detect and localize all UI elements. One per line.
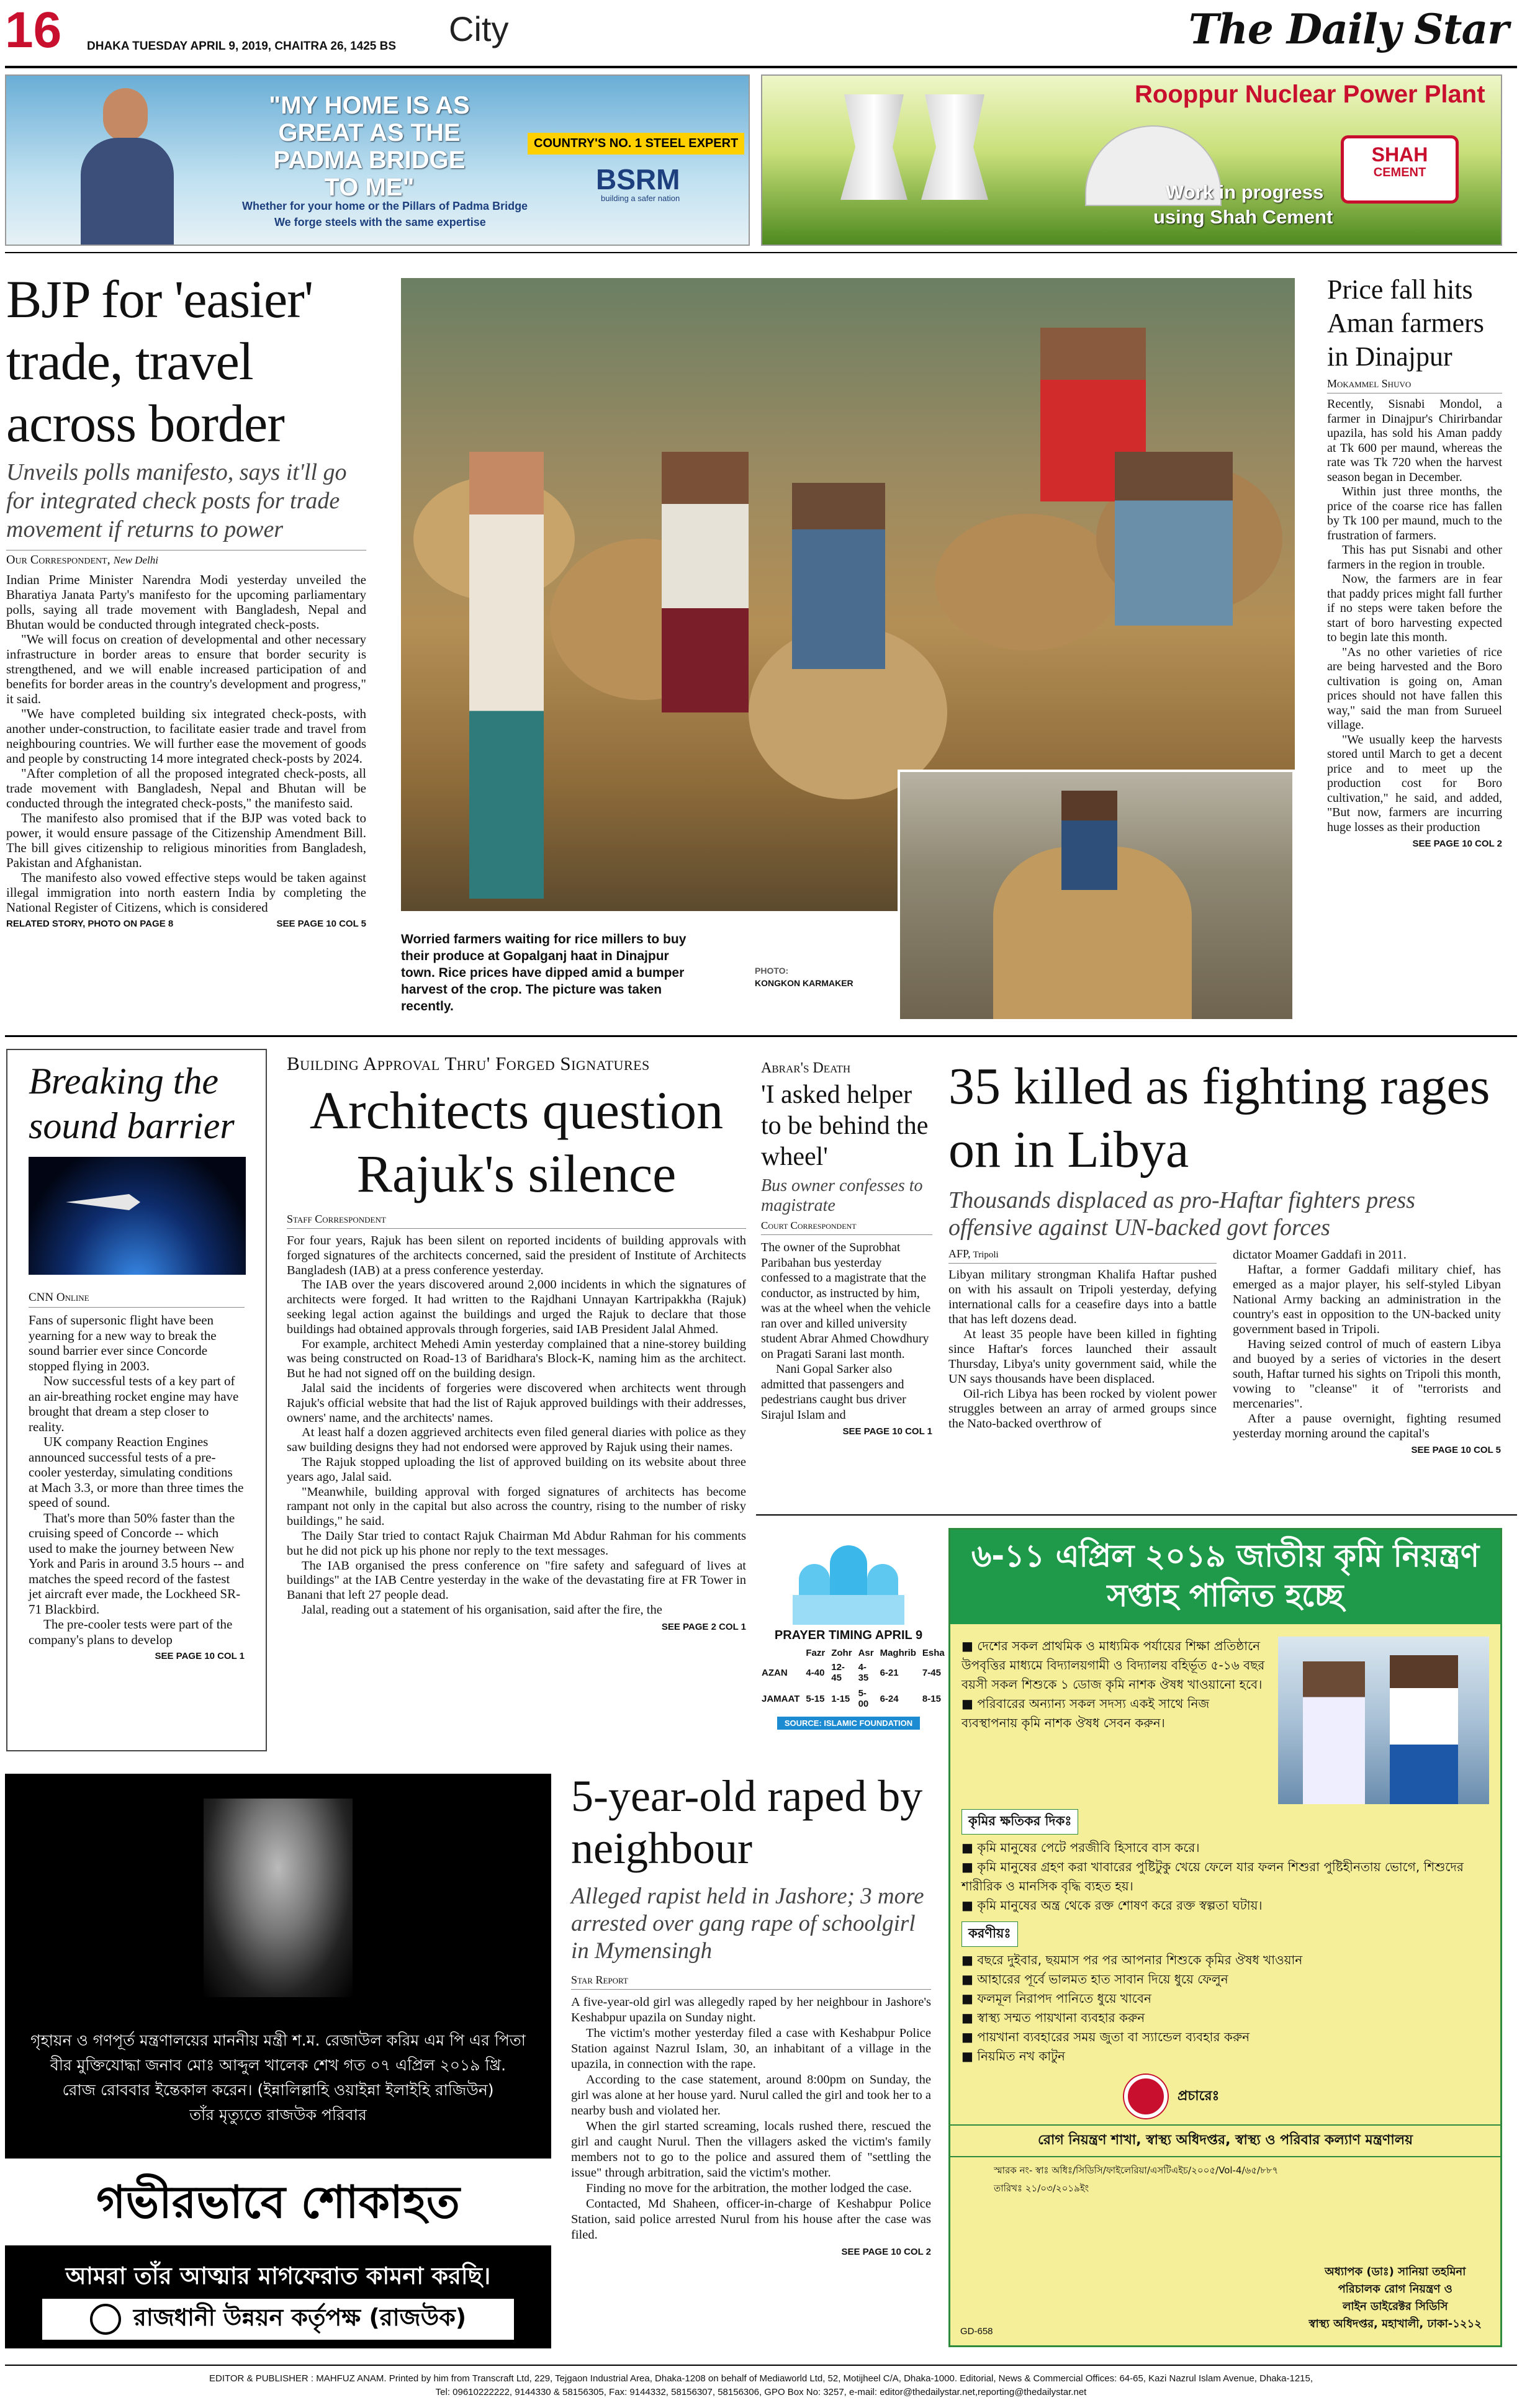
prayer-header: Asr (858, 1648, 874, 1658)
ad-shah-cement (761, 74, 1502, 246)
abrar-kicker: Abrar's Death (761, 1060, 851, 1076)
obit-big-text: গভীরভাবে শোকাহত (96, 2176, 460, 2228)
prayer-cell: 4-40 (806, 1667, 825, 1678)
cooling-tower-1 (837, 94, 911, 200)
obit-prayer: আমরা তাঁর আত্মার মাগফেরাত কামনা করছি। (65, 2262, 491, 2289)
worm-bullet (961, 1637, 1266, 1694)
raped-para: The victim's mother yesterday filed a case with Keshabpur Police Station against Nazrul Islam, 30, an inhabitant of a village in the upazila, in connection with the rape. (571, 2026, 931, 2071)
rajuk-para: For four years, Rajuk has been silent on reported incidents of building approvals with forged signatures of the architects concerned, said the president of Institute of Architects Bangladesh (IAB) at a press conference yesterday. (287, 1234, 746, 1277)
raped-byline: Star Report (571, 1974, 931, 1990)
sonic-byline: CNN Online (29, 1291, 245, 1308)
rice-sack (935, 514, 1121, 650)
masthead (5, 2, 1517, 67)
obit-line-2: বীর মুক্তিযোদ্ধা জনাব মোঃ আব্দুল খালেক শেখ গত ০৭ এপ্রিল ২০১৯ খ্রি. (50, 2056, 507, 2074)
abrar-continued-link[interactable]: SEE PAGE 10 COL 1 (842, 1426, 932, 1437)
raped-continued-link[interactable]: SEE PAGE 10 COL 2 (841, 2247, 931, 2257)
ad-shah-tagline-1: Work in progress (1166, 181, 1324, 203)
prayer-cell: 1-15 (831, 1693, 850, 1704)
ad-bsrm-headline: "MY HOME IS AS GREAT AS THE PADMA BRIDGE TO ME" (269, 92, 470, 201)
prayer-cell: 12-45 (831, 1662, 845, 1683)
worm-harm-title: কৃমির ক্ষতিকর দিকঃ (961, 1809, 1078, 1835)
ad-shah-logo-line-2: CEMENT (1373, 166, 1426, 179)
raped-para: According to the case statement, around 8:00pm on Sunday, the girl was alone at her house yard. Nurul called the girl and took her to a nearby bush and violated her. (571, 2073, 931, 2118)
aman-para: "As no other varieties of rice are being harvested and the Boro cultivation is going on, Aman prices should not have fallen this way," said the man from Surueel village. (1327, 645, 1502, 732)
rajuk-para: The Rajuk stopped uploading the list of approved building on its website about three years ago, Jalal said. (287, 1455, 746, 1484)
libya-deck: Thousands displaced as pro-Haftar fighters press offensive against UN-backed govt forces (948, 1187, 1415, 1241)
abrar-byline: Court Correspondent (761, 1220, 932, 1235)
farmer-figure (1115, 452, 1233, 626)
ad-shah-headline: Rooppur Nuclear Power Plant (1135, 81, 1485, 108)
page-number: 16 (5, 2, 62, 58)
prayer-header: Fazr (806, 1648, 826, 1658)
aman-para: Recently, Sisnabi Mondol, a farmer in Dinajpur's Chirirbandar upazila, has sold his Aman paddy at Tk 600 per maund, whereas the rate was Tk 720 when the harvest season began in December. (1327, 397, 1502, 484)
sonic-body (29, 1313, 245, 1647)
bullet-icon: ■ (961, 1638, 978, 1653)
worm-todo-text: ফলমূল নিরাপদ পানিতে ধুয়ে খাবেন (977, 1991, 1151, 2006)
libya-para: Having seized control of much of eastern Libya and buoyed by a series of victories in the desert south, Haftar turned his sights on Tripoli this month, vowing to "cleanse" it of "terrorists and mercenaries". (1233, 1337, 1501, 1411)
bjp-related-link[interactable]: RELATED STORY, PHOTO ON PAGE 8 (6, 919, 174, 929)
rajuk-para: Jalal said the incidents of forgeries were discovered when architects went through Rajuk's official website that had the list of Rajuk approved buildings with their addresses, owners' name, and the architects' names. (287, 1381, 746, 1425)
worm-todo-item (961, 2028, 1489, 2047)
rajuk-para: The IAB over the years discovered around 2,000 incidents in which the signatures of architects were forged. It had written to the Rajdhani Unnayan Kartripakkha (Rajuk) seeking legal action against the buildings and urged the Rajuk to declare that those buildings had obtained approvals through forgeries, said IAB President Jalal Ahmed. (287, 1278, 746, 1336)
raped-para: Contacted, Md Shaheen, officer-in-charge of Keshabpur Police Station, said police arrested Nurul from his house after the case was filed. (571, 2197, 931, 2242)
prayer-cell: 4-35 (858, 1662, 869, 1683)
worm-harm-text: কৃমি মানুষের অন্ত্র থেকে রক্ত শোষণ করে রক্ত স্বল্পতা ঘটায়। (977, 1898, 1263, 1913)
worm-bullet (961, 1694, 1266, 1733)
prayer-header: Zohr (831, 1648, 852, 1658)
prayer-cell: 6-21 (880, 1667, 899, 1678)
rajuk-kicker: Building Approval Thru' Forged Signatures (287, 1053, 650, 1074)
mosque-icon (786, 1533, 911, 1626)
worm-promo-label: প্রচারেঃ (1178, 2088, 1220, 2104)
libya-para: Libyan military strongman Khalifa Haftar pushed on with his assault on Tripoli yesterday, defying international calls for a ceasefire days into a battle that has left dozens dead. (948, 1268, 1217, 1326)
bullet-icon: ■ (961, 1952, 978, 1967)
abrar-headline: 'I asked helper to be behind the wheel' (761, 1080, 929, 1171)
libya-para: Oil-rich Libya has been rocked by violent power struggles between an array of armed groups since the Nato-backed overthrow of (948, 1387, 1217, 1431)
inset-worker (1061, 791, 1117, 890)
aman-para: "We usually keep the harvests stored until March to get a decent price and to meet up the production cost for Boro cultivation," he said, and added, "But now, farmers are incurring huge losses as their production (1327, 732, 1502, 834)
worm-harm-text: কৃমি মানুষের গ্রহণ করা খাবারের পুষ্টিটুকু খেয়ে ফেলে যার ফলন শিশুরা পুষ্টিহীনতায় ভোগে, শিশুদের শারীরিক ও মানসিক বৃদ্ধি ব্যহত হয়। (961, 1859, 1464, 1894)
prayer-cell: 5-00 (858, 1688, 869, 1709)
libya-continued-link[interactable]: SEE PAGE 10 COL 5 (1411, 1445, 1501, 1455)
libya-para: dictator Moamer Gaddafi in 2011. (1233, 1248, 1407, 1262)
ad-bsrm-brand-tag: building a safer nation (601, 194, 680, 203)
ad-bsrm-tagline-2: We forge steels with the same expertise (274, 216, 486, 228)
ad-shah-logo (1341, 135, 1459, 204)
rajuk-logo-icon (90, 2304, 121, 2335)
bullet-icon: ■ (961, 1898, 978, 1913)
raped-para: Finding no move for the arbitration, the mother lodged the case. (586, 2181, 912, 2195)
prayer-cell: AZAN (762, 1667, 788, 1678)
student-figure (1303, 1661, 1365, 1804)
libya-body-col2 (1233, 1247, 1501, 1441)
worm-todo-text: বছরে দুইবার, ছয়মাস পর পর আপনার শিশুকে কৃমির ঔষধ খাওয়ান (977, 1952, 1303, 1967)
rajuk-para: Jalal, reading out a statement of his organisation, said after the fire, the (302, 1602, 662, 1617)
raped-deck: Alleged rapist held in Jashore; 3 more arrested over gang rape of schoolgirl in Mymensingh (571, 1884, 924, 1964)
rajuk-para: At least half a dozen aggrieved architects even filed general diaries with police as they saw building designs they had not endorsed were approved by Rajuk using their names. (287, 1426, 746, 1455)
obit-org-bar (42, 2299, 514, 2340)
rajuk-continued-link[interactable]: SEE PAGE 2 COL 1 (661, 1621, 746, 1632)
libya-place: Tripoli (973, 1250, 999, 1260)
newspaper-logo: The Daily Star (1188, 5, 1508, 53)
obit-org: রাজধানী উন্নয়ন কর্তৃপক্ষ (রাজউক) (133, 2304, 467, 2331)
story-libya (948, 1055, 1502, 1508)
raped-headline: 5-year-old raped by neighbour (571, 1771, 923, 1873)
obit-line-1: গৃহায়ন ও গণপূর্ত মন্ত্রণালয়ের মাননীয় মন্ত্রী শ.ম. রেজাউল করিম এম পি এর পিতা (30, 2031, 526, 2049)
farmer-figure (469, 452, 544, 899)
worm-harm-item (961, 1858, 1489, 1896)
story-aman (1327, 273, 1502, 1024)
worm-todo-text: স্বাস্থ্য সম্মত পায়খানা ব্যবহার করুন (977, 2010, 1145, 2025)
bullet-icon: ■ (961, 1696, 978, 1711)
dateline: DHAKA TUESDAY APRIL 9, 2019, CHAITRA 26, 1425 BS (87, 40, 397, 53)
ad-bsrm-tagline-1: Whether for your home or the Pillars of Padma Bridge (242, 200, 528, 212)
worm-todo-item (961, 1989, 1489, 2008)
worm-todo-title: করণীয়ঃ (961, 1921, 1018, 1947)
rajuk-body (287, 1234, 746, 1618)
worm-harm-text: কৃমি মানুষের পেটে পরজীবি হিসাবে বাস করে। (977, 1840, 1200, 1855)
aman-para: This has put Sisnabi and other farmers in the region in trouble. (1327, 543, 1502, 572)
bjp-para: The manifesto also promised that if the BJP was voted back to power, it would ensure passage of the Citizenship Amendment Bill. The bill gives citizenship to religious minorities from Bangladesh, Pakistan and Afghanistan. (6, 811, 366, 870)
libya-byline: AFP, (948, 1247, 971, 1260)
sonic-para: The pre-cooler tests were part of the company's plans to develop (29, 1617, 233, 1647)
worm-todo-text: নিয়মিত নখ কাটুন (977, 2049, 1065, 2064)
bullet-icon: ■ (961, 1840, 978, 1855)
prayer-cell: 6-24 (880, 1693, 899, 1704)
photo-credit-label: PHOTO: (755, 966, 789, 976)
aman-continued-link[interactable]: SEE PAGE 10 COL 2 (1412, 838, 1502, 849)
worm-bullet-text: পরিবারের অন্যান্য সকল সদস্য একই সাথে নিজ ব্যবস্থাপনায় কৃমি নাশক ঔষধ সেবন করুন। (961, 1696, 1210, 1730)
sonic-para: UK company Reaction Engines announced successful tests of a pre-cooler yesterday, simulating conditions at Mach 3.3, or more than three times the speed of sound. (29, 1434, 244, 1510)
bjp-headline: BJP for 'easier' trade, travel across border (6, 269, 313, 453)
rajuk-para: The Daily Star tried to contact Rajuk Chairman Md Abdur Rahman for his comments but he did not pick up his phone nor reply to the text messages. (287, 1529, 746, 1558)
inset-photo-loading-sacks (898, 770, 1295, 1022)
spaceplane-icon (66, 1194, 140, 1210)
ad-worm-control (948, 1528, 1502, 2347)
rajuk-para: For example, architect Mehedi Amin yesterday complained that a nine-storey building was being constructed on Road-13 of Baridhara's Block-K, naming him as the architect. But he had not signed off on the building design. (287, 1337, 746, 1381)
libya-para: After a pause overnight, fighting resumed yesterday morning around the capital's (1233, 1412, 1501, 1440)
ad-shah-tagline-2: using Shah Cement (1153, 206, 1333, 228)
aman-para: Now, the farmers are in fear that paddy prices might fall further if no steps were taken before the start of boro harvesting expected to begin late this month. (1327, 572, 1502, 644)
worm-todo-item (961, 2008, 1489, 2028)
ad-person-figure (74, 88, 174, 246)
worm-bullet-text: দেশের সকল প্রাথমিক ও মাধ্যমিক পর্যায়ের শিক্ষা প্রতিষ্ঠানে উপবৃত্তির মাধ্যমে বিদ্যালয়গামী ও বিদ্যালয় বহির্ভূত ৫-১৬ বছর বয়সী সকল শিশুকে ১ ডোজ কৃমি নাশক ঔষধ খাওয়ানো হবে। (961, 1638, 1265, 1692)
worm-todo-text: পায়খানা ব্যবহারের সময় জুতা বা স্যান্ডেল ব্যবহার করুন (977, 2029, 1250, 2044)
libya-para: Haftar, a former Gaddafi military chief, has emerged as a major player, his self-styled Libyan National Army backing an administration in the country's east in opposition to the UN-backed unity government based in Tripoli. (1233, 1263, 1501, 1336)
farmer-figure (792, 483, 885, 669)
prayer-header: Maghrib (880, 1648, 916, 1658)
footer-line-2: Tel: 09610222222, 9144330 & 58156305, Fax: 9144332, 58156307, 58156306, GPO Box No: 3257, e-mail: editor@thedailystar.net,reporting@thedailystar.net (435, 2387, 1087, 2397)
bullet-icon: ■ (961, 1991, 978, 2006)
story-abrar (761, 1060, 932, 1507)
worm-ad-title-2: সপ্তাহ পালিত হচ্ছে (1107, 1578, 1344, 1614)
sonic-continued-link[interactable]: SEE PAGE 10 COL 1 (155, 1651, 245, 1661)
ads-rule (5, 252, 1517, 253)
sonic-headline: Breaking the sound barrier (29, 1061, 235, 1146)
worm-date: তারিখঃ ২১/০৩/২০১৯ইং (994, 2183, 1089, 2194)
aman-headline: Price fall hits Aman farmers in Dinajpur (1327, 274, 1484, 372)
worm-ad-photo (1278, 1637, 1489, 1804)
raped-body (571, 1995, 931, 2243)
prayer-cell: JAMAAT (762, 1693, 800, 1704)
obituary-portrait (204, 1799, 353, 1997)
bjp-para: Indian Prime Minister Narendra Modi yesterday unveiled the Bharatiya Janata Party's manifesto for the upcoming parliamentary polls, saying all trade movement with Bangladesh, Nepal and Bhutan would be conducted through integrated check-posts. (6, 572, 366, 632)
rajuk-byline: Staff Correspondent (287, 1213, 746, 1229)
worm-signatory-2: পরিচালক রোগ নিয়ন্ত্রণ ও (1338, 2283, 1452, 2296)
photo-credit: KONGKON KARMAKER (755, 978, 853, 988)
row-rule-1 (5, 1035, 1517, 1037)
bjp-continued-link[interactable]: SEE PAGE 10 COL 5 (276, 919, 366, 929)
govt-emblem-icon (1124, 2075, 1168, 2118)
bjp-para: The manifesto also vowed effective steps would be taken against illegal immigration into north eastern India by completing the National Register of Citizens, which is considered (6, 870, 366, 915)
rajuk-para: The IAB organised the press conference on "fire safety and safeguard of lives at buildings" at the IAB Centre yesterday in the wake of the devastating fire at FR Tower in Banani that left 27 people dead. (287, 1558, 746, 1602)
sonic-para: Now successful tests of a key part of an air-breathing rocket engine may have brought that dream a step closer to reality. (29, 1373, 239, 1434)
worm-signatory-3: লাইন ডাইরেক্টর সিডিসি (1343, 2300, 1448, 2313)
row-rule-2 (756, 1514, 1517, 1516)
story-raped (571, 1770, 931, 2347)
worm-memo: স্মারক নং- স্বাঃ অধিঃ/সিডিসি/ফাইলেরিয়া/এসটিএইচ/২০০৫/Vol-4/৬৫/৮৮৭ (994, 2165, 1279, 2176)
abrar-deck: Bus owner confesses to magistrate (761, 1176, 923, 1215)
bjp-para: "After completion of all the proposed integrated check-posts, all trade movement with Bangladesh, Nepal and Bhutan will be conducted through the integrated check-posts," the manifesto said. (6, 766, 366, 811)
obit-line-3: রোজ রোববার ইন্তেকাল করেন। (ইন্নালিল্লাহি ওয়াইন্না ইলাইহি রাজিউন) (62, 2081, 494, 2099)
worm-signatory-4: স্বাস্থ্য অধিদপ্তর, মহাখালী, ঢাকা-১২১২ (1308, 2317, 1482, 2330)
bjp-para: "We have completed building six integrated check-posts, with another under-construction, to facilitate easier trade and travel from neighbouring countries. We will further ease the movement of goods and people by constructing 14 more integrated check-posts by 2024. (6, 706, 366, 766)
worm-todo-item (961, 2047, 1489, 2066)
section-name: City (449, 9, 509, 48)
prayer-title: PRAYER TIMING APRIL 9 (774, 1629, 923, 1642)
prayer-table (759, 1647, 948, 1712)
prayer-cell: 5-15 (806, 1693, 825, 1704)
ad-obituary (5, 1774, 551, 2348)
worm-todo-item (961, 1970, 1489, 1989)
prayer-timing-box (759, 1533, 945, 1744)
rajuk-para: "Meanwhile, building approval with forged signatures of architects has become rampant not only in the capital but also across the country, rising to the number of risky buildings," he said. (287, 1485, 746, 1529)
bjp-body (6, 572, 366, 915)
prayer-header (759, 1647, 803, 1660)
obit-line-4: তাঁর মৃত্যুতে রাজউক পরিবার (189, 2106, 367, 2124)
rajuk-headline: Architects question Rajuk's silence (309, 1080, 724, 1203)
libya-headline: 35 killed as fighting rages on in Libya (948, 1058, 1490, 1179)
prayer-cell: 7-45 (922, 1667, 941, 1678)
ad-bsrm (5, 74, 750, 246)
worm-todo-text: আহারের পূর্বে ভালমত হাত সাবান দিয়ে ধুয়ে ফেলুন (977, 1972, 1228, 1987)
worm-todo-item (961, 1951, 1489, 1970)
footer-line-1: EDITOR & PUBLISHER : MAHFUZ ANAM. Printed by him from Transcraft Ltd, 229, Tejgaon Industrial Area, Dhaka-1208 on behalf of Mediaworld Ltd, 52, Motijheel C/A, Dhaka-1000. Editorial, News & Commercial Offices: 64-65, Kazi Nazrul Islam Avenue, Dhaka-1215, (209, 2373, 1313, 2384)
worm-signatory-1: অধ্যাপক (ডাঃ) সানিয়া তহমিনা (1325, 2265, 1466, 2278)
abrar-para: The owner of the Suprobhat Paribahan bus yesterday confessed to a magistrate that the conductor, as instructed by him, was at the wheel when the vehicle ran over and killed university student Abrar Ahmed Chowdhury on Pragati Sarani last month. (761, 1241, 931, 1361)
worm-ad-banner (950, 1530, 1500, 1624)
prayer-source: SOURCE: ISLAMIC FOUNDATION (777, 1717, 920, 1730)
aman-body (1327, 397, 1502, 835)
worm-harm-item (961, 1838, 1489, 1858)
bullet-icon: ■ (961, 1859, 978, 1874)
worm-ad-code: GD-658 (960, 2326, 993, 2337)
cooling-tower-2 (917, 94, 992, 200)
main-photo-caption: Worried farmers waiting for rice millers to buy their produce at Gopalganj haat in Dinajpur town. Rice prices have dipped amid a bumper harvest of the crop. The picture was taken recently. (401, 932, 687, 1013)
ad-shah-logo-line-1: SHAH (1371, 143, 1428, 166)
prayer-header: Esha (922, 1648, 945, 1658)
worm-dept: রোগ নিয়ন্ত্রণ শাখা, স্বাস্থ্য অধিদপ্তর, স্বাস্থ্য ও পরিবার কল্যাণ মন্ত্রণালয় (950, 2124, 1500, 2157)
bjp-place: New Delhi (113, 554, 158, 566)
obit-banner (5, 2159, 551, 2245)
story-bjp (6, 268, 366, 1025)
bullet-icon: ■ (961, 1972, 978, 1987)
sonic-para: That's more than 50% faster than the cruising speed of Concorde -- which used to make the journey between New York and Paris in around 3.5 hours -- and matches the speed record of the fastest jet aircraft ever made, the Lockheed SR-71 Blackbird. (29, 1510, 245, 1617)
abrar-para: Nani Gopal Sarker also admitted that passengers and pedestrians caught bus driver Sirajul Islam and (761, 1362, 906, 1422)
worm-harm-item (961, 1896, 1489, 1915)
bjp-deck: Unveils polls manifesto, says it'll go for integrated check posts for trade movement if returns to power (6, 459, 347, 542)
sonic-para: Fans of supersonic flight have been yearning for a new way to break the sound barrier ever since Concorde stopped flying in 2003. (29, 1313, 217, 1373)
abrar-body (761, 1240, 932, 1422)
student-figure (1390, 1655, 1458, 1804)
bullet-icon: ■ (961, 2049, 978, 2064)
bullet-icon: ■ (961, 2010, 978, 2025)
prayer-cell: 8-15 (922, 1693, 941, 1704)
ad-bsrm-brand: BSRM (596, 163, 680, 195)
libya-para: At least 35 people have been killed in fighting since Haftar's forces launched their assault Thursday, Libya's unity government said, while the UN says thousands have been displaced. (948, 1328, 1217, 1386)
masthead-rule (5, 66, 1517, 68)
story-rajuk (287, 1053, 746, 1754)
story-sonic-box (6, 1049, 267, 1751)
ad-bsrm-badge: COUNTRY'S NO. 1 STEEL EXPERT (528, 133, 744, 155)
footer-rule (5, 2365, 1517, 2366)
bjp-byline: Our Correspondent, (6, 553, 110, 567)
worm-ad-title-1: ৬-১১ এপ্রিল ২০১৯ জাতীয় কৃমি নিয়ন্ত্রণ (971, 1538, 1480, 1574)
farmer-figure (662, 452, 749, 712)
bullet-icon: ■ (961, 2029, 978, 2044)
aman-byline: Mokammel Shuvo (1327, 377, 1502, 393)
footer-imprint (5, 2372, 1517, 2399)
raped-para: A five-year-old girl was allegedly raped by her neighbour in Jashore's Keshabpur upazila on Sunday night. (571, 1995, 931, 2024)
raped-para: When the girl started screaming, locals rushed there, rescued the girl and caught Nurul. Then the villagers asked the victim's family members not to go to the police and assured them of "settling the issue" through arbitration, said the victim's mother. (571, 2119, 931, 2180)
libya-body-col1 (948, 1267, 1217, 1431)
sonic-rocket-image (29, 1157, 246, 1275)
aman-para: Within just three months, the price of the coarse rice has fallen by Tk 100 per maund, much to the frustration of farmers. (1327, 485, 1502, 542)
bjp-para: "We will focus on creation of developmental and other necessary infrastructure in border areas to ensure that border security is strengthened, and we will enable increased participation of and benefits for border areas in the country's development and progress," it said. (6, 632, 366, 706)
